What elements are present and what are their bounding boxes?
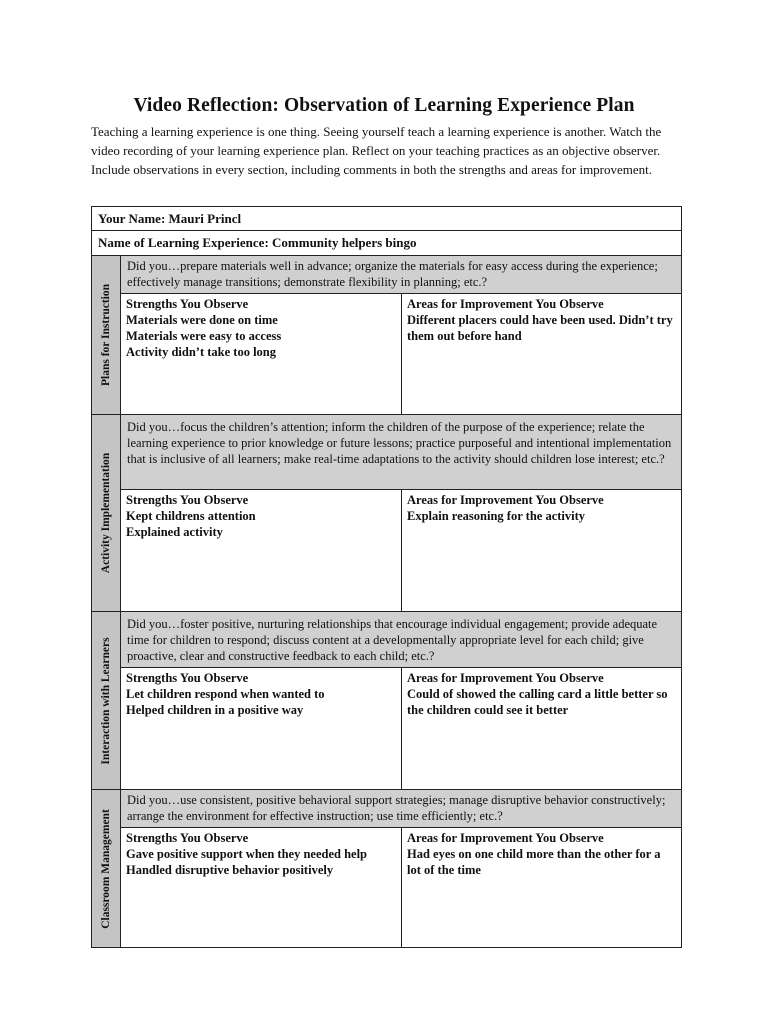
strength-item: Handled disruptive behavior positively — [126, 863, 334, 877]
section-prompt: Did you…foster positive, nurturing relationships that encourage individual engagement; provide adequate time for children to respond; discuss content at a developmentally appropriate level for each child; give proactive, clear and constructive feedback to each child; etc.? — [121, 612, 681, 668]
section-plans-for-instruction — [92, 256, 681, 415]
strength-item: Explained activity — [126, 525, 223, 539]
improvement-text: Could of showed the calling card a little better so the children could see it better — [407, 687, 668, 717]
section-label: Plans for Instruction — [100, 283, 112, 387]
strengths-header: Strengths You Observe — [126, 493, 249, 507]
strengths-cell[interactable] — [121, 490, 402, 611]
strengths-cell[interactable] — [121, 668, 402, 789]
improvement-cell[interactable] — [402, 828, 681, 947]
section-activity-implementation — [92, 415, 681, 612]
improvement-header: Areas for Improvement You Observe — [407, 671, 604, 685]
observation-columns — [121, 668, 681, 789]
improvement-text: Explain reasoning for the activity — [407, 509, 586, 523]
strength-item: Let children respond when wanted to — [126, 687, 325, 701]
section-label: Activity Implementation — [100, 452, 112, 574]
strengths-header: Strengths You Observe — [126, 671, 249, 685]
strengths-header: Strengths You Observe — [126, 831, 249, 845]
strengths-cell[interactable] — [121, 294, 402, 414]
improvement-header: Areas for Improvement You Observe — [407, 297, 604, 311]
section-side-label-box — [92, 790, 121, 947]
section-side-label-box — [92, 612, 121, 789]
section-classroom-management — [92, 790, 681, 947]
section-side-label-box — [92, 256, 121, 414]
strength-item: Materials were easy to access — [126, 329, 282, 343]
improvement-cell[interactable] — [402, 490, 681, 611]
observation-columns — [121, 828, 681, 947]
improvement-header: Areas for Improvement You Observe — [407, 493, 604, 507]
strength-item: Kept childrens attention — [126, 509, 256, 523]
section-label: Classroom Management — [100, 808, 112, 929]
strengths-header: Strengths You Observe — [126, 297, 249, 311]
your-name-row — [92, 207, 681, 231]
section-prompt: Did you…prepare materials well in advance; organize the materials for easy access during the experience; effectively manage transitions; demonstrate flexibility in planning; etc.? — [121, 256, 681, 294]
your-name-field[interactable]: Your Name: Mauri Princl — [98, 211, 242, 226]
improvement-cell[interactable] — [402, 294, 681, 414]
reflection-form — [91, 206, 682, 948]
strength-item: Gave positive support when they needed help — [126, 847, 367, 861]
improvement-cell[interactable] — [402, 668, 681, 789]
section-label: Interaction with Learners — [100, 636, 112, 765]
improvement-text: Had eyes on one child more than the other for a lot of the time — [407, 847, 661, 877]
strengths-cell[interactable] — [121, 828, 402, 947]
observation-columns — [121, 490, 681, 611]
experience-name-row — [92, 231, 681, 256]
improvement-header: Areas for Improvement You Observe — [407, 831, 604, 845]
section-side-label-box — [92, 415, 121, 611]
strength-item: Helped children in a positive way — [126, 703, 304, 717]
strength-item: Activity didn’t take too long — [126, 345, 276, 359]
section-prompt: Did you…focus the children’s attention; inform the children of the purpose of the experience; relate the learning experience to prior knowledge or future lessons; practice purposeful and intentional implementation that is inclusive of all learners; make real-time adaptations to the activity should children lose interest; etc.? — [121, 415, 681, 490]
section-interaction-with-learners — [92, 612, 681, 790]
section-prompt: Did you…use consistent, positive behavioral support strategies; manage disruptive behavior constructively; arrange the environment for effective instruction; use time efficiently; etc.? — [121, 790, 681, 828]
experience-name-field[interactable]: Name of Learning Experience: Community helpers bingo — [98, 235, 417, 250]
improvement-text: Different placers could have been used. Didn’t try them out before hand — [407, 313, 673, 343]
strength-item: Materials were done on time — [126, 313, 278, 327]
page-title: Video Reflection: Observation of Learning Experience Plan — [133, 95, 635, 116]
observation-columns — [121, 294, 681, 414]
intro-paragraph: Teaching a learning experience is one thing. Seeing yourself teach a learning experience is another. Watch the video recording of your learning experience plan. Reflect on your teaching practices as an objective observer. Include observations in every section, including comments in both the strengths and areas for improvement. — [91, 124, 662, 177]
